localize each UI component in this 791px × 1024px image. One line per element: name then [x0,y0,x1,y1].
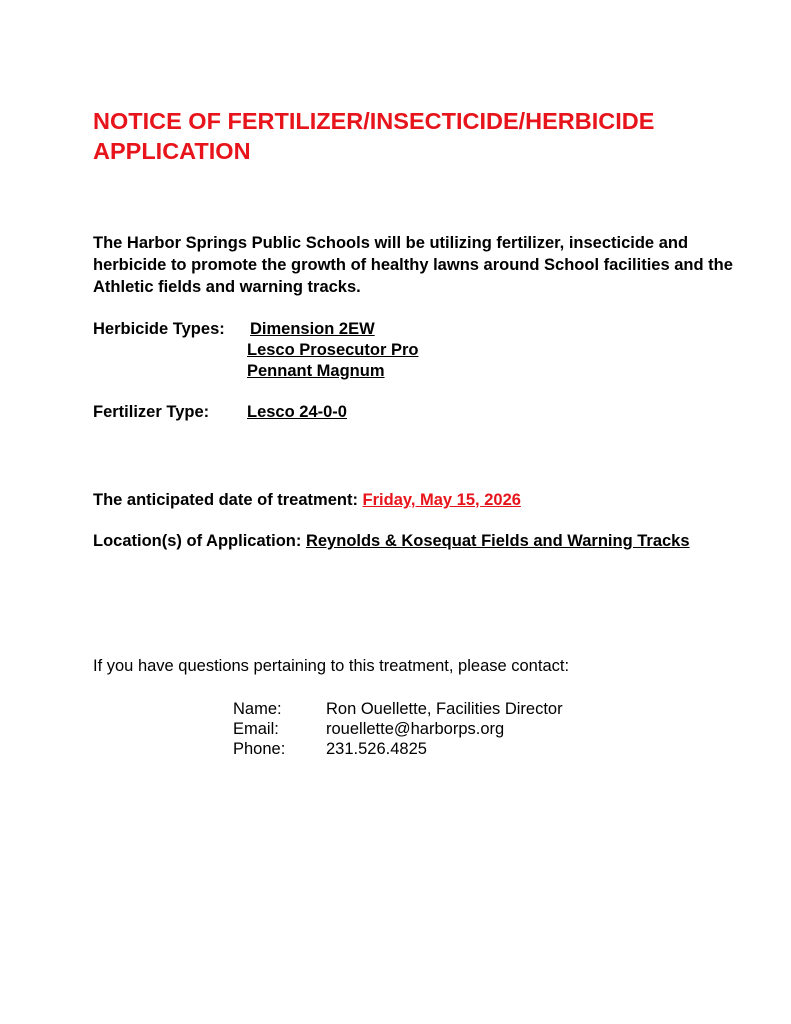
contact-phone-label: Phone: [233,740,286,758]
date-value: Friday, May 15, 2026 [362,491,521,509]
notice-title: NOTICE OF FERTILIZER/INSECTICIDE/HERBICIDE APPLICATION [93,108,655,164]
herbicide-type-1: Dimension 2EW [250,320,375,338]
contact-email-label: Email: [233,720,279,738]
date-label: The anticipated date of treatment: [93,491,358,509]
contact-phone-value: 231.526.4825 [326,740,427,758]
fertilizer-type: Lesco 24-0-0 [247,403,347,421]
date-row [93,489,521,511]
herbicide-type-3: Pennant Magnum [247,362,385,380]
contact-name-label: Name: [233,700,282,718]
location-label: Location(s) of Application: [93,532,302,550]
location-value: Reynolds & Kosequat Fields and Warning Tracks [305,532,690,550]
fertilizer-label: Fertilizer Type: [93,403,210,421]
herbicide-type-2: Lesco Prosecutor Pro [247,341,419,359]
contact-email-value[interactable]: rouellette@harborps.org [326,720,505,738]
contact-name-value: Ron Ouellette, Facilities Director [326,700,563,718]
herbicide-label: Herbicide Types: [93,320,225,338]
location-paragraph [93,530,713,552]
contact-intro: If you have questions pertaining to this treatment, please contact: [93,657,570,675]
intro-paragraph: The Harbor Springs Public Schools will be utilizing fertilizer, insecticide and herbicide to promote the growth of healthy lawns around School facilities and the Athletic fields and warning tracks. [93,234,733,296]
